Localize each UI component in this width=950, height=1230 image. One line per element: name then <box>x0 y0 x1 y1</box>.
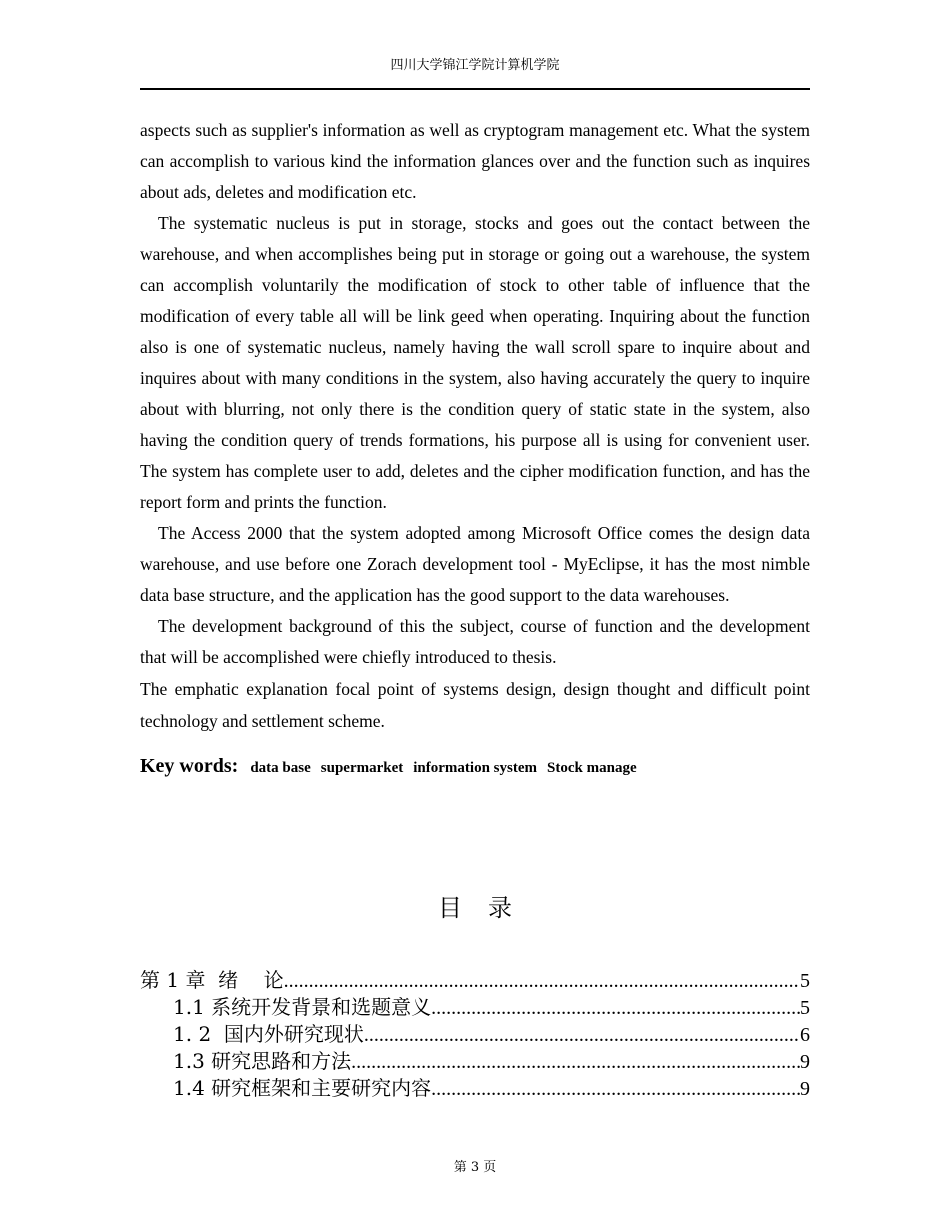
toc-entry-label: 1.4 研究框架和主要研究内容 <box>173 1076 432 1100</box>
abstract-paragraph-5: The emphatic explanation focal point of systems design, design thought and difficult point technology and settlement scheme. <box>140 679 810 731</box>
header-divider <box>140 88 810 90</box>
toc-leader-dots <box>364 1024 800 1047</box>
toc-title: 目录 <box>438 894 538 922</box>
toc-entry[interactable] <box>140 991 810 1018</box>
toc-entry[interactable] <box>140 964 810 991</box>
toc-entry-page: 5 <box>800 970 810 992</box>
toc-leader-dots <box>431 1078 800 1101</box>
keyword-item: data base <box>250 760 311 776</box>
page-header: 四川大学锦江学院计算机学院 <box>390 58 560 73</box>
abstract-paragraph-3: The Access 2000 that the system adopted among Microsoft Office comes the design data warehouse, and use before one Zorach development tool - MyEclipse, it has the most nimble data base structure, and the application has the good support to the data warehouses. <box>140 523 810 605</box>
toc-entry-page: 6 <box>800 1024 810 1046</box>
toc-entry-label: 1.1 系统开发背景和选题意义 <box>173 995 432 1019</box>
keywords-label: Key words: <box>140 755 239 777</box>
keywords-line <box>140 755 810 778</box>
abstract-paragraph-1: aspects such as supplier's information as well as cryptogram management etc. What the system can accomplish to various kind the information glances over and the function such as inquires about ads, deletes and modification etc. <box>140 120 810 202</box>
toc-entry-label: 1. 2 国内外研究现状 <box>173 1022 364 1046</box>
page-number-footer: 第 3 页 <box>453 1160 497 1175</box>
toc-leader-dots <box>284 970 800 993</box>
toc-entry-page: 9 <box>800 1051 810 1073</box>
toc-entry[interactable] <box>140 1045 810 1072</box>
keyword-item: information system <box>413 760 538 776</box>
toc-entry-label: 第 1 章 绪 论 <box>140 968 284 992</box>
keyword-item: Stock manage <box>547 760 637 776</box>
keyword-item: supermarket <box>320 760 404 776</box>
abstract-paragraph-4: The development background of this the subject, course of function and the development that will be accomplished were chiefly introduced to thesis. <box>140 616 810 667</box>
table-of-contents <box>140 964 810 1099</box>
toc-leader-dots <box>351 1051 800 1074</box>
toc-leader-dots <box>431 997 800 1020</box>
abstract-paragraph-2: The systematic nucleus is put in storage, stocks and goes out the contact between the warehouse, and when accomplishes being put in storage or going out a warehouse, the system can accomplish voluntarily the modification of stock to other table of influence that the modification of every table all will be link geed when operating. Inquiring about the function also is one of systematic nucleus, namely having the wall scroll spare to inquire about and inquires about with many conditions in the system, also having accurately the query to inquire about with blurring, not only there is the condition query of static state in the system, also having the condition query of trends formations, his purpose all is using for convenient user. The system has complete user to add, deletes and the cipher modification function, and has the report form and prints the function. <box>140 213 810 512</box>
toc-entry-page: 5 <box>800 997 810 1019</box>
toc-entry[interactable] <box>140 1018 810 1045</box>
toc-entry[interactable] <box>140 1072 810 1099</box>
abstract-body <box>140 115 810 778</box>
toc-entry-page: 9 <box>800 1078 810 1100</box>
toc-entry-label: 1.3 研究思路和方法 <box>173 1049 352 1073</box>
